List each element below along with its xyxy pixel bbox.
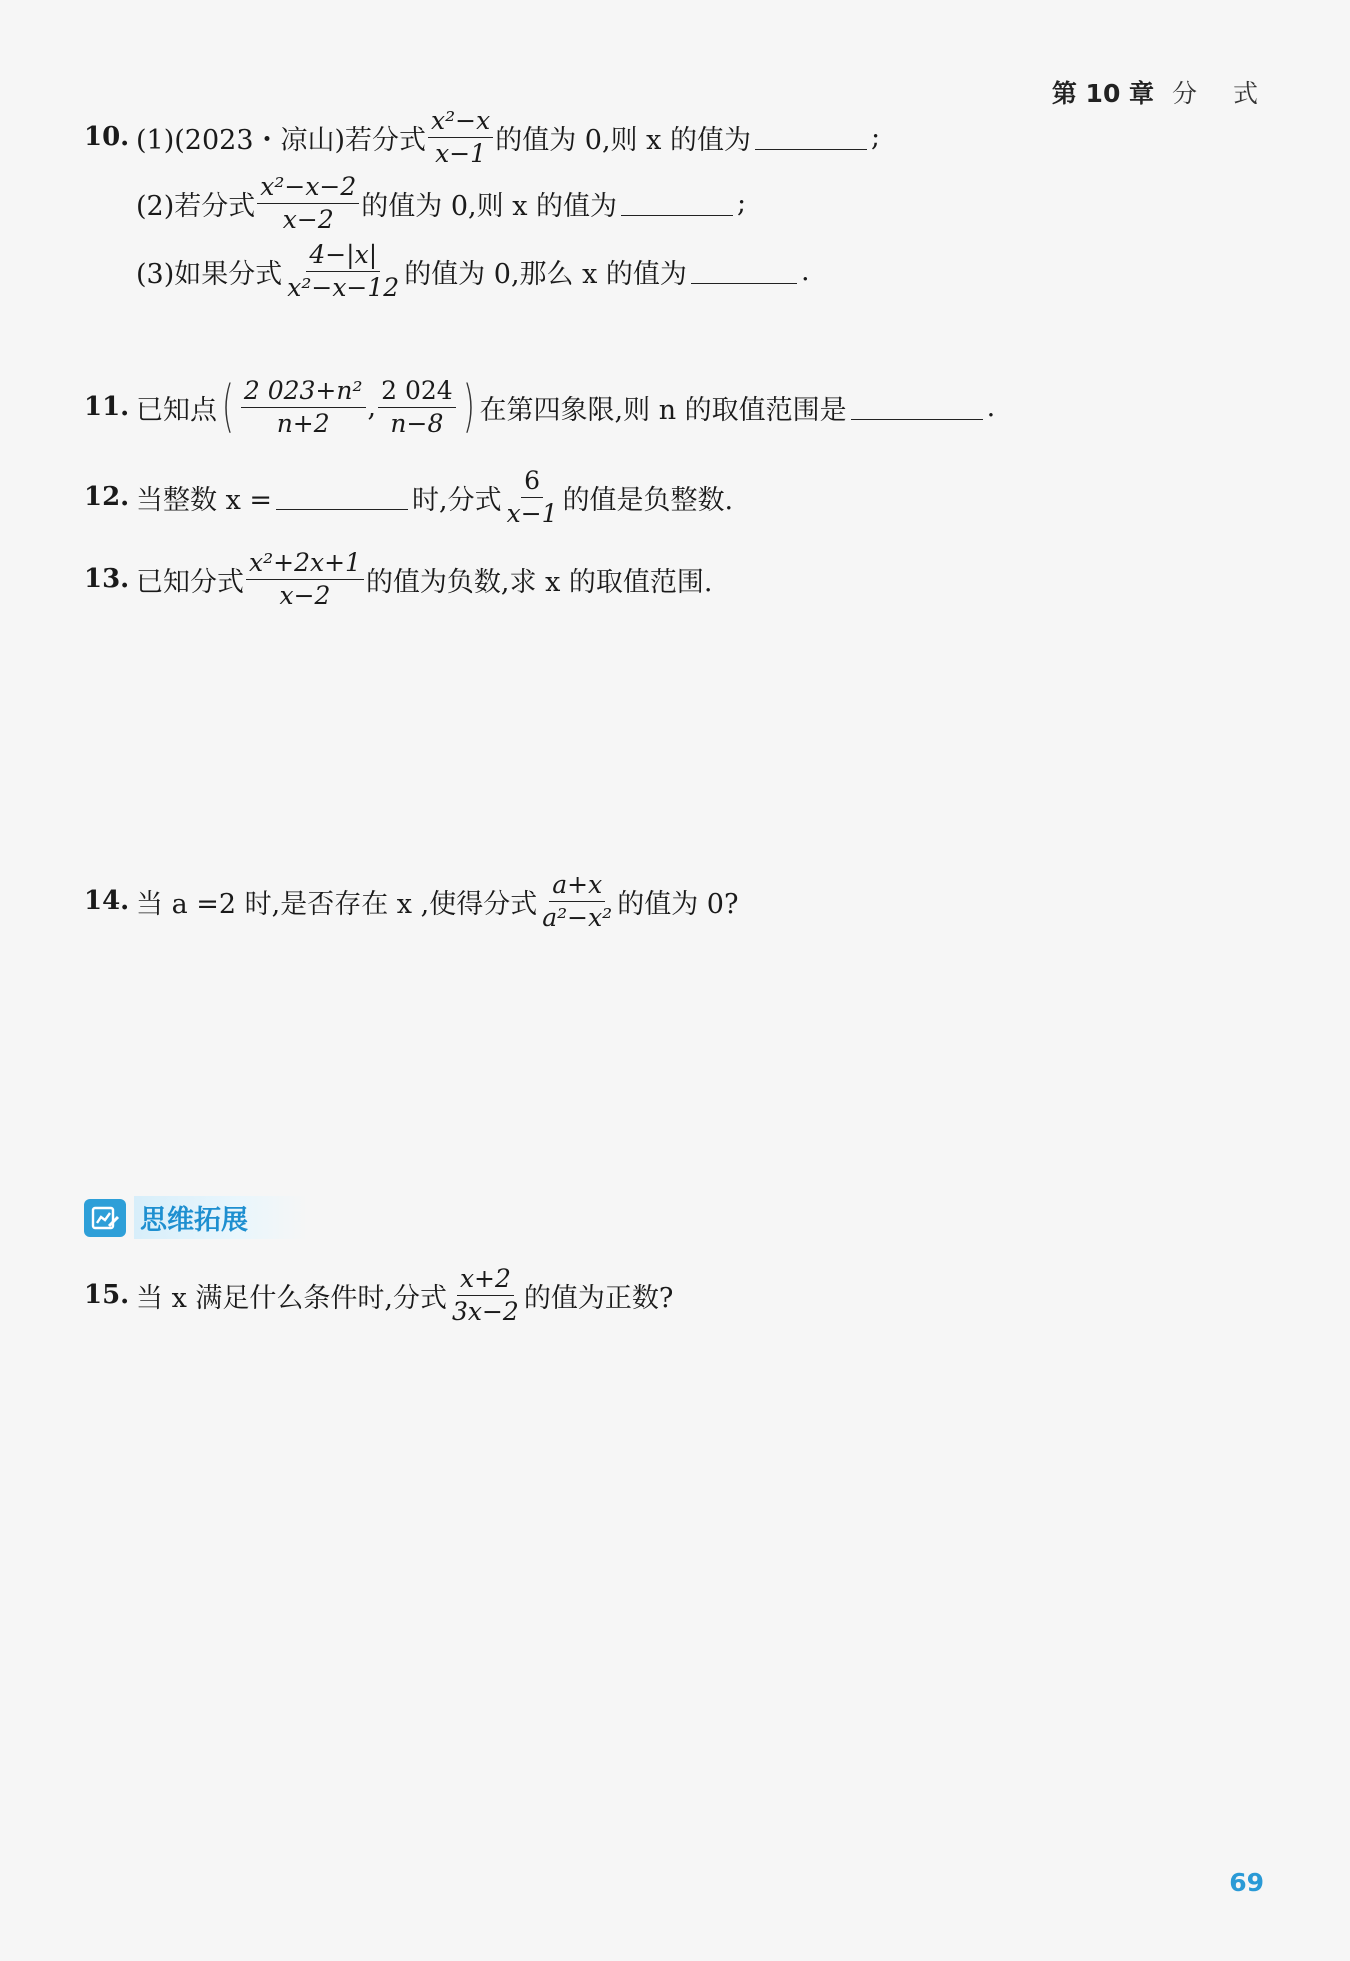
question-10-part-1 [84,106,880,168]
fraction-denominator: 3x−2 [451,1296,519,1326]
fraction [257,172,359,234]
punctuation: , [367,391,377,423]
fraction-denominator: x−1 [506,498,558,528]
punctuation: . [986,391,996,423]
question-text: 在第四象限,则 n 的取值范围是 [479,394,847,426]
question-12 [84,466,733,528]
fraction [241,376,366,438]
section-heading [84,1196,308,1239]
fraction [428,106,493,168]
left-paren: ( [221,374,234,439]
fraction [539,870,615,932]
question-text: 时,分式 [412,484,502,516]
fraction-denominator: x−2 [279,580,331,610]
question-text: 的值为 0,则 x 的值为 [361,190,618,222]
fraction [504,466,561,528]
fraction-numerator: x+2 [457,1264,514,1296]
fraction-numerator: x²+2x+1 [246,548,364,580]
question-text: 的值为负数,求 x 的取值范围. [365,566,713,598]
question-text: (2)若分式 [136,190,256,222]
fraction [449,1264,522,1326]
fraction [378,376,456,438]
answer-blank[interactable] [621,214,733,216]
fraction-denominator: n−8 [390,408,444,438]
answer-blank[interactable] [691,282,797,284]
fraction-denominator: x−1 [435,138,487,168]
right-paren: ) [462,374,475,439]
page-header [1052,74,1272,110]
chapter-title: 分 式 [1172,79,1272,108]
question-11 [84,376,995,438]
question-text: 已知点 [136,394,217,426]
fraction-denominator: x−2 [282,204,334,234]
question-number: 13. [84,564,130,594]
question-text: 当整数 x = [136,484,273,516]
question-text: 的值为 0? [617,888,739,920]
fraction-denominator: x²−x−12 [287,272,400,302]
question-text: 当 a =2 时,是否存在 x ,使得分式 [136,888,538,920]
fraction-denominator: n+2 [276,408,330,438]
punctuation: ; [737,187,747,219]
page-number: 69 [1229,1868,1264,1897]
fraction-numerator: x²−x−2 [257,172,359,204]
fraction [246,548,364,610]
fraction-denominator: a²−x² [542,902,613,932]
question-10-part-3 [136,240,810,302]
question-text: 已知分式 [136,566,244,598]
question-text: 当 x 满足什么条件时,分式 [136,1282,447,1314]
question-number: 11. [84,392,130,422]
fraction-numerator: 2 024 [378,376,456,408]
question-text: (1)(2023・凉山)若分式 [136,124,427,156]
chapter-label: 第 10 章 [1051,79,1155,108]
punctuation: . [800,255,810,287]
answer-blank[interactable] [276,508,408,510]
fraction-numerator: 4−|x| [306,240,380,272]
question-number: 12. [84,482,130,512]
question-number: 10. [84,122,130,152]
fraction-numerator: a+x [549,870,605,902]
question-13 [84,548,713,610]
punctuation: ; [870,121,881,153]
question-number: 15. [84,1280,130,1310]
answer-blank[interactable] [755,148,867,150]
question-text: (3)如果分式 [136,258,283,290]
question-10-part-2 [136,172,746,234]
question-text: 的值为 0,则 x 的值为 [495,124,751,156]
question-text: 的值为正数? [523,1282,674,1314]
fraction [284,240,402,302]
question-text: 的值为 0,那么 x 的值为 [404,258,687,290]
answer-blank[interactable] [851,418,983,420]
question-14 [84,870,738,932]
chart-edit-icon [84,1199,126,1237]
question-number: 14. [84,886,130,916]
section-title: 思维拓展 [134,1196,308,1239]
question-text: 的值是负整数. [562,484,734,516]
fraction-numerator: 6 [521,466,543,498]
fraction-numerator: x²−x [428,106,493,138]
question-15 [84,1264,673,1326]
fraction-numerator: 2 023+n² [241,376,366,408]
